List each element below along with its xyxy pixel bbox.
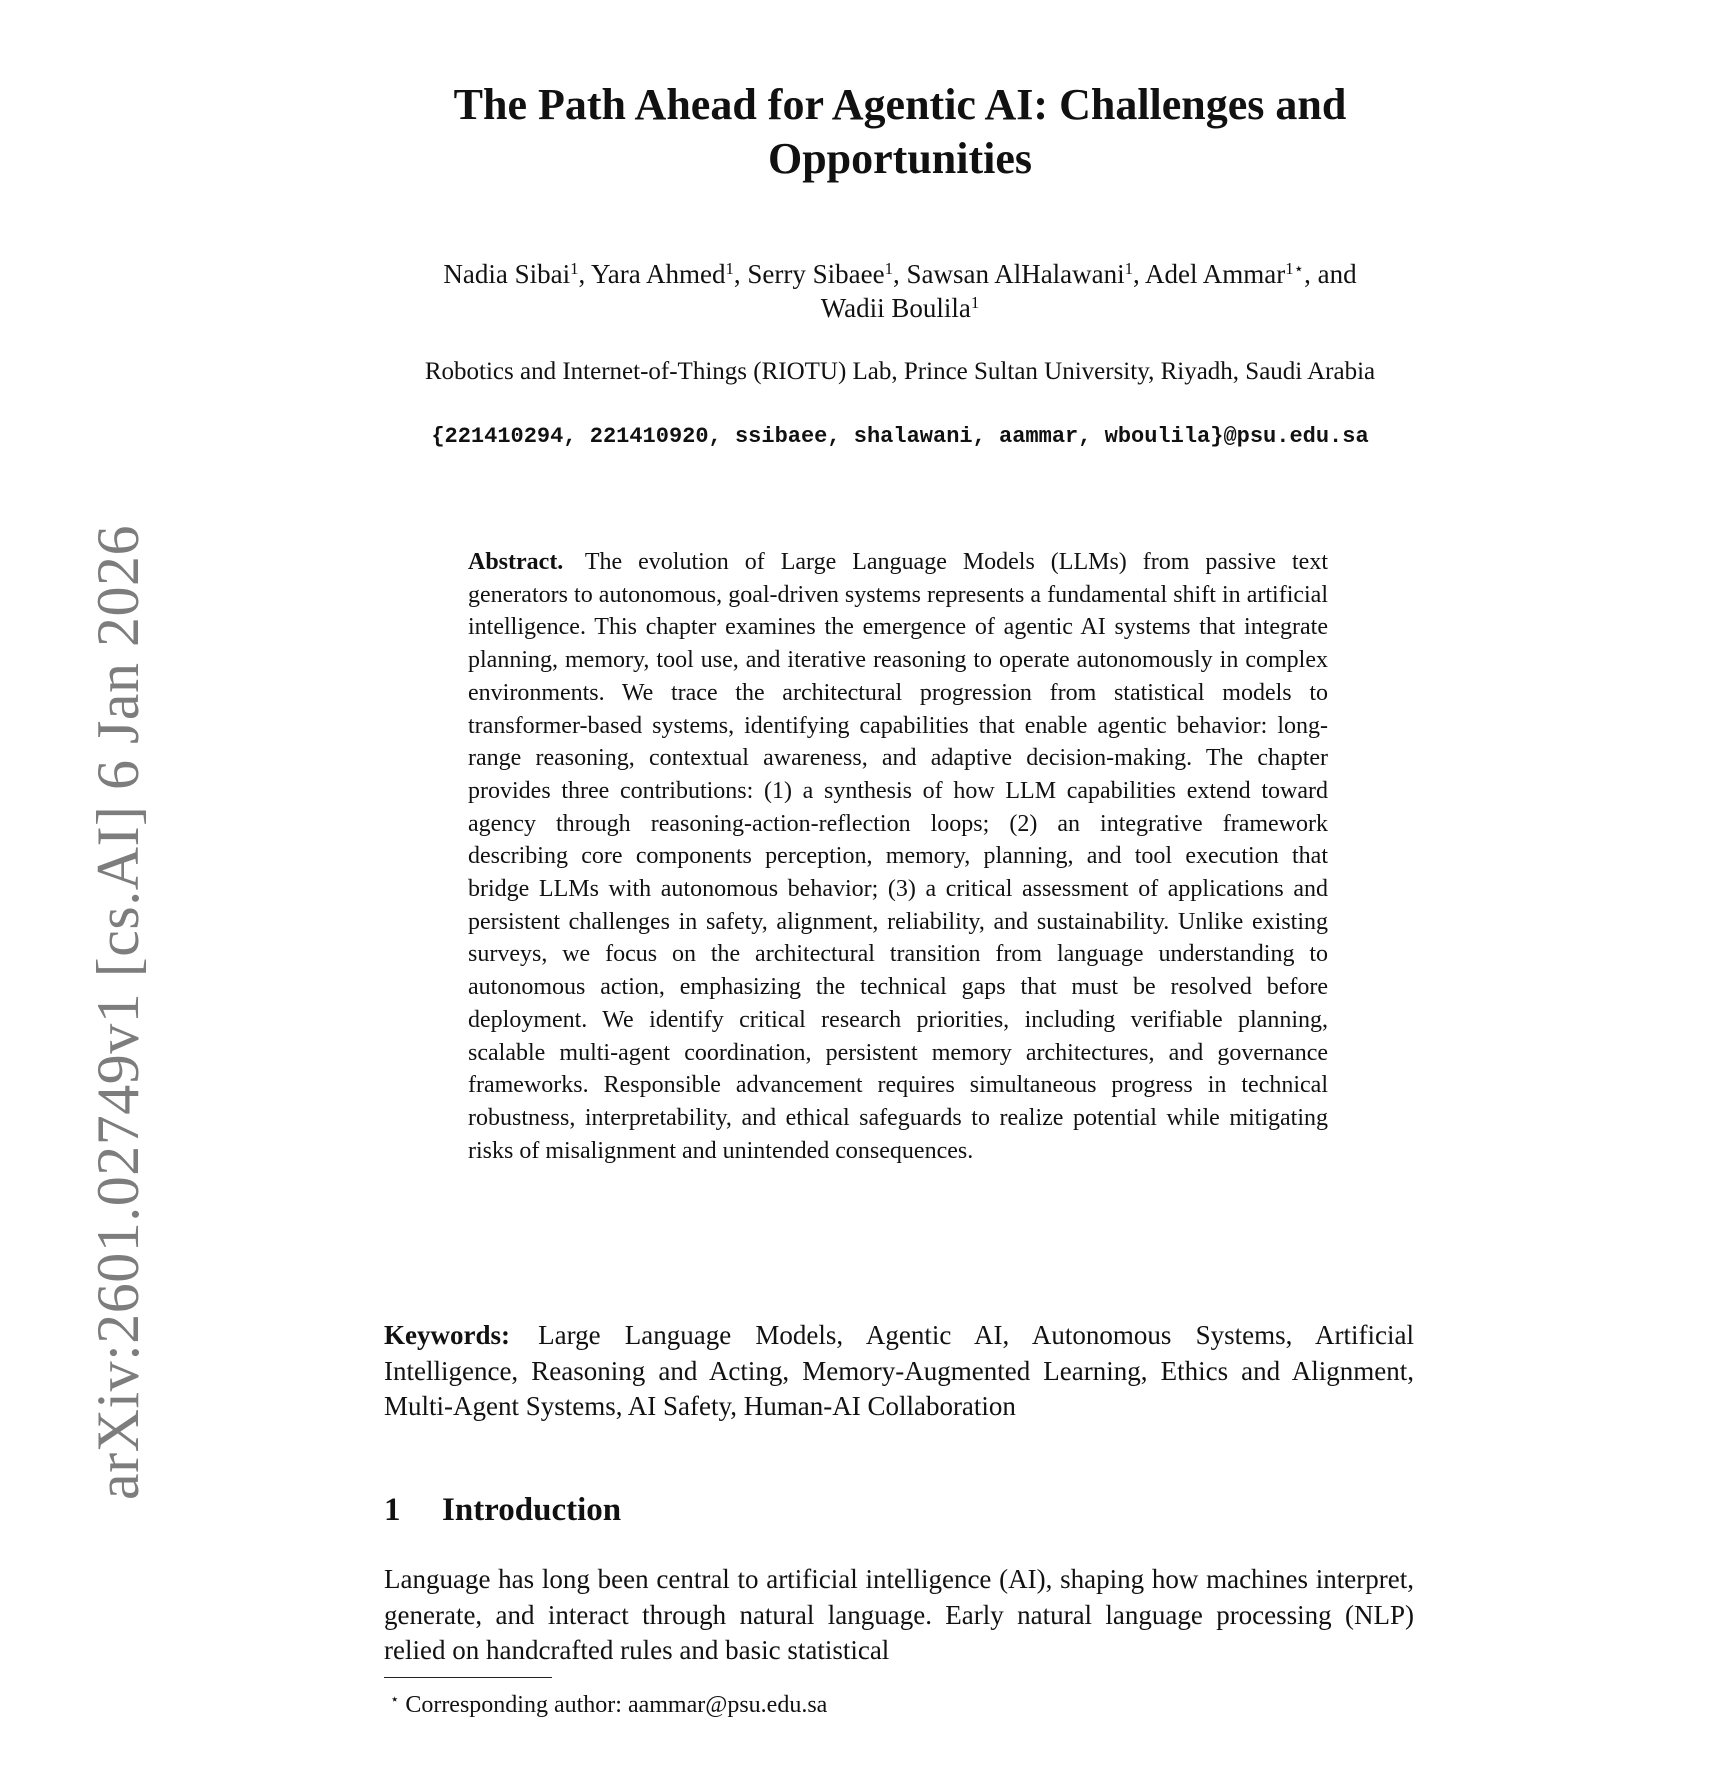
author-name: Nadia Sibai <box>443 259 571 289</box>
footnote-rule <box>384 1677 552 1678</box>
intro-paragraph: Language has long been central to artificial intelligence (AI), shaping how machines interpret, generate, and interact through natural language. Early natural language processing (NLP) relied on handcrafted rules and basic statistical <box>384 1564 1414 1665</box>
author-affiliation-mark: 1 <box>1124 258 1134 278</box>
section-title: Introduction <box>442 1492 622 1528</box>
author-separator: , <box>1133 259 1146 289</box>
author-separator: , and <box>1304 259 1357 289</box>
author-separator: , <box>733 259 748 289</box>
keywords <box>384 1318 1414 1425</box>
author-name: Yara Ahmed <box>591 259 726 289</box>
author-name: Sawsan AlHalawani <box>906 259 1125 289</box>
paper-title: The Path Ahead for Agentic AI: Challenges and Opportunities <box>453 80 1347 183</box>
footnote <box>390 1690 827 1720</box>
section-number: 1 <box>384 1492 401 1528</box>
author-affiliation-mark: 1 <box>970 292 980 312</box>
section-heading <box>384 1490 621 1530</box>
author-emails: {221410294, 221410920, ssibaee, shalawani, aammar, wboulila}@psu.edu.sa <box>431 424 1369 449</box>
author-name: Adel Ammar <box>1145 259 1286 289</box>
author-affiliation-mark: 1 <box>884 258 893 278</box>
author-name: Wadii Boulila <box>820 293 971 323</box>
footnote-mark: ⋆ <box>390 1691 400 1708</box>
author-affiliation-mark: 1 <box>725 258 734 278</box>
footnote-text: Corresponding author: aammar@psu.edu.sa <box>405 1692 828 1718</box>
author-affiliation-mark: 1 <box>570 258 579 278</box>
abstract-label: Abstract. <box>468 549 564 575</box>
author-separator: , <box>578 259 591 289</box>
affiliation: Robotics and Internet-of-Things (RIOTU) Lab, Prince Sultan University, Riyadh, Saudi Arabia <box>424 358 1376 385</box>
abstract <box>468 546 1328 1167</box>
author-name: Serry Sibaee <box>747 259 885 289</box>
author-list <box>420 257 1380 325</box>
author-affiliation-mark: 1⋆ <box>1285 258 1305 278</box>
author-separator: , <box>892 259 907 289</box>
keywords-text: Large Language Models, Agentic AI, Autonomous Systems, Artificial Intelligence, Reasoning and Acting, Memory-Augmented Learning, Ethics and Alignment, Multi-Agent Systems, AI Safety, Human-AI Collaboration <box>384 1320 1414 1421</box>
keywords-label: Keywords: <box>384 1320 510 1350</box>
abstract-text: The evolution of Large Language Models (LLMs) from passive text generators to autonomous, goal-driven systems represents a fundamental shift in artificial intelligence. This chapter examines the emergence of agentic AI systems that integrate planning, memory, tool use, and iterative reasoning to operate autonomously in complex environments. We trace the architectural progression from statistical models to transformer-based systems, identifying capabilities that enable agentic behavior: long-range reasoning, contextual awareness, and adaptive decision-making. The chapter provides three contributions: (1) a synthesis of how LLM capabilities extend toward agency through reasoning-action-reflection loops; (2) an integrative framework describing core components perception, memory, planning, and tool execution that bridge LLMs with autonomous behavior; (3) a critical assessment of applications and persistent challenges in safety, alignment, reliability, and sustainability. Unlike existing surveys, we focus on the architectural transition from language understanding to autonomous action, emphasizing the technical gaps that must be resolved before deployment. We identify critical research priorities, including verifiable planning, scalable multi-agent coordination, persistent memory architectures, and governance frameworks. Responsible advancement requires simultaneous progress in technical robustness, interpretability, and ethical safeguards to realize potential while mitigating risks of misalignment and unintended consequences. <box>468 549 1328 1164</box>
arxiv-identifier: arXiv:2601.02749v1 [cs.AI] 6 Jan 2026 <box>85 524 151 1500</box>
